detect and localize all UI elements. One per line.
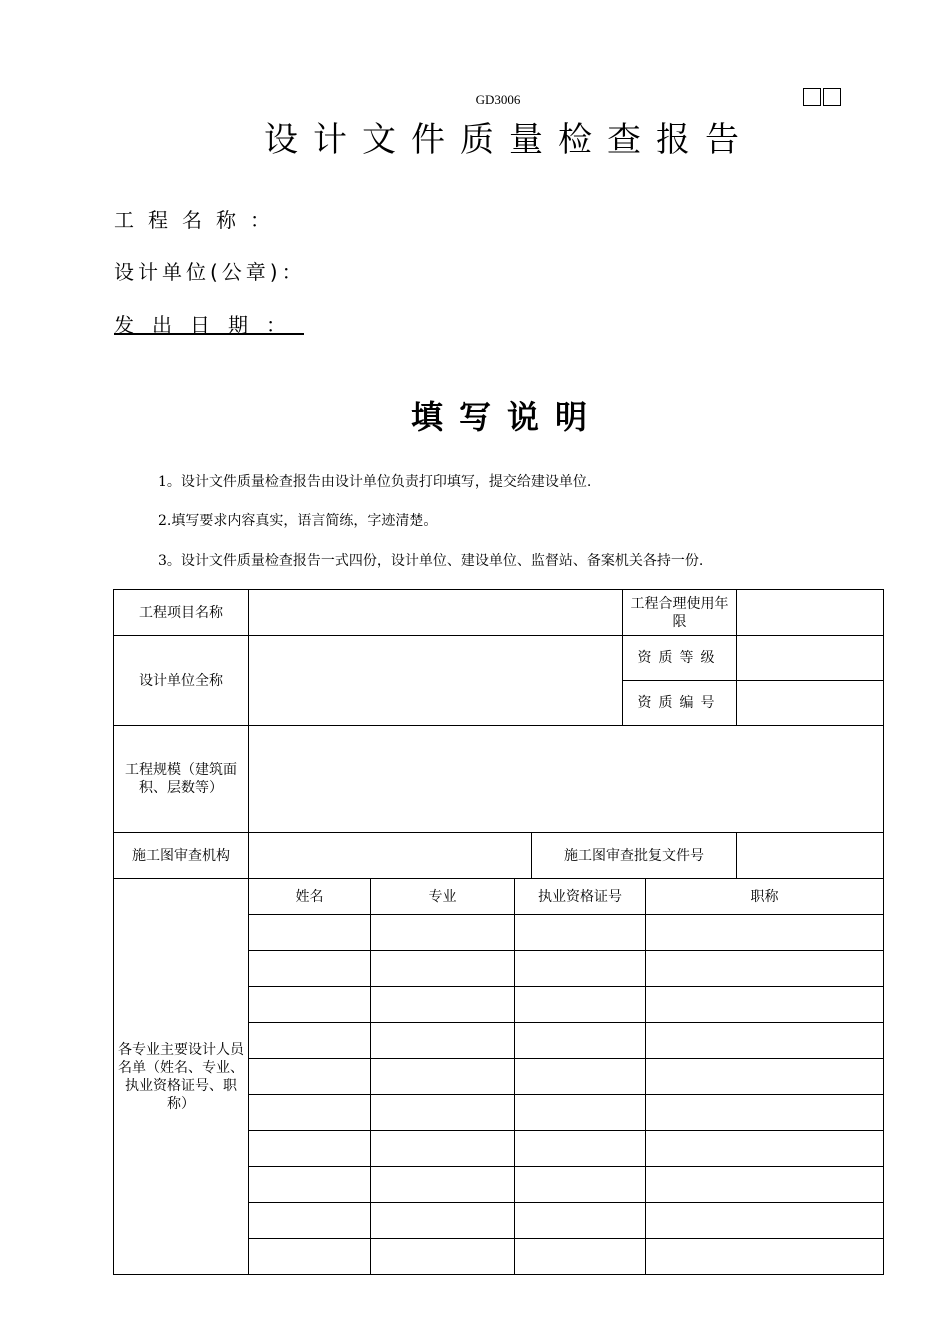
project-scale-label: 工程规模（建筑面积、层数等） [114, 726, 249, 833]
qualification-number-value[interactable] [737, 681, 884, 726]
service-life-value[interactable] [737, 590, 884, 636]
personnel-list-label: 各专业主要设计人员名单（姓名、专业、执业资格证号、职称） [114, 879, 249, 1275]
cell[interactable] [646, 1059, 884, 1095]
project-item-name-value[interactable] [249, 590, 623, 636]
review-agency-label: 施工图审查机构 [114, 833, 249, 879]
cell[interactable] [371, 1023, 515, 1059]
cell[interactable] [371, 1167, 515, 1203]
cell[interactable] [371, 1095, 515, 1131]
cell[interactable] [249, 1203, 371, 1239]
qualification-number-label: 资质编号 [623, 681, 737, 726]
cell[interactable] [646, 1167, 884, 1203]
header-major: 专业 [371, 879, 515, 915]
cell[interactable] [646, 1203, 884, 1239]
issue-date-text: 发出日期： [114, 313, 304, 337]
cell[interactable] [515, 915, 646, 951]
review-agency-value[interactable] [249, 833, 532, 879]
cell[interactable] [249, 1059, 371, 1095]
cell[interactable] [249, 1023, 371, 1059]
cell[interactable] [249, 951, 371, 987]
cell[interactable] [249, 1239, 371, 1275]
cell[interactable] [371, 1059, 515, 1095]
cell[interactable] [515, 951, 646, 987]
cell[interactable] [371, 1131, 515, 1167]
cell[interactable] [646, 1095, 884, 1131]
qualification-grade-value[interactable] [737, 636, 884, 681]
cell[interactable] [515, 1095, 646, 1131]
service-life-label: 工程合理使用年限 [623, 590, 737, 636]
checkbox[interactable] [803, 88, 821, 106]
project-scale-value[interactable] [249, 726, 884, 833]
cell[interactable] [515, 1059, 646, 1095]
cell[interactable] [646, 1131, 884, 1167]
document-title: 设计文件质量检查报告 [264, 120, 754, 160]
instruction-item: 2.填写要求内容真实，语言简练，字迹清楚。 [158, 513, 438, 529]
approval-doc-no-label: 施工图审查批复文件号 [532, 833, 737, 879]
design-unit-label: 设计单位(公章)： [114, 260, 306, 284]
report-table [113, 589, 884, 1275]
cell[interactable] [646, 1239, 884, 1275]
design-unit-full-name-value[interactable] [249, 636, 623, 726]
cell[interactable] [646, 1023, 884, 1059]
header-title: 职称 [646, 879, 884, 915]
checkbox-group[interactable] [803, 88, 841, 106]
instructions-title: 填写说明 [410, 398, 603, 436]
cell[interactable] [646, 987, 884, 1023]
cell[interactable] [249, 915, 371, 951]
issue-date-label [114, 309, 304, 338]
cell[interactable] [515, 1023, 646, 1059]
cell[interactable] [371, 1203, 515, 1239]
approval-doc-no-value[interactable] [737, 833, 884, 879]
cell[interactable] [371, 951, 515, 987]
project-name-label: 工程名称： [114, 208, 284, 232]
cell[interactable] [371, 1239, 515, 1275]
cell[interactable] [515, 1203, 646, 1239]
cell[interactable] [249, 1131, 371, 1167]
cell[interactable] [515, 987, 646, 1023]
instruction-item: 3。设计文件质量检查报告一式四份，设计单位、建设单位、监督站、备案机关各持一份. [158, 553, 704, 569]
cell[interactable] [371, 987, 515, 1023]
instruction-item: 1。设计文件质量检查报告由设计单位负责打印填写，提交给建设单位. [158, 474, 592, 490]
checkbox[interactable] [823, 88, 841, 106]
cell[interactable] [515, 1131, 646, 1167]
cell[interactable] [371, 915, 515, 951]
cell[interactable] [515, 1167, 646, 1203]
header-name: 姓名 [249, 879, 371, 915]
form-code: GD3006 [475, 92, 521, 107]
qualification-grade-label: 资质等级 [623, 636, 737, 681]
cell[interactable] [646, 951, 884, 987]
cell[interactable] [249, 1095, 371, 1131]
project-item-name-label: 工程项目名称 [114, 590, 249, 636]
header-license-no: 执业资格证号 [515, 879, 646, 915]
design-unit-full-name-label: 设计单位全称 [114, 636, 249, 726]
cell[interactable] [249, 1167, 371, 1203]
cell[interactable] [646, 915, 884, 951]
cell[interactable] [249, 987, 371, 1023]
cell[interactable] [515, 1239, 646, 1275]
